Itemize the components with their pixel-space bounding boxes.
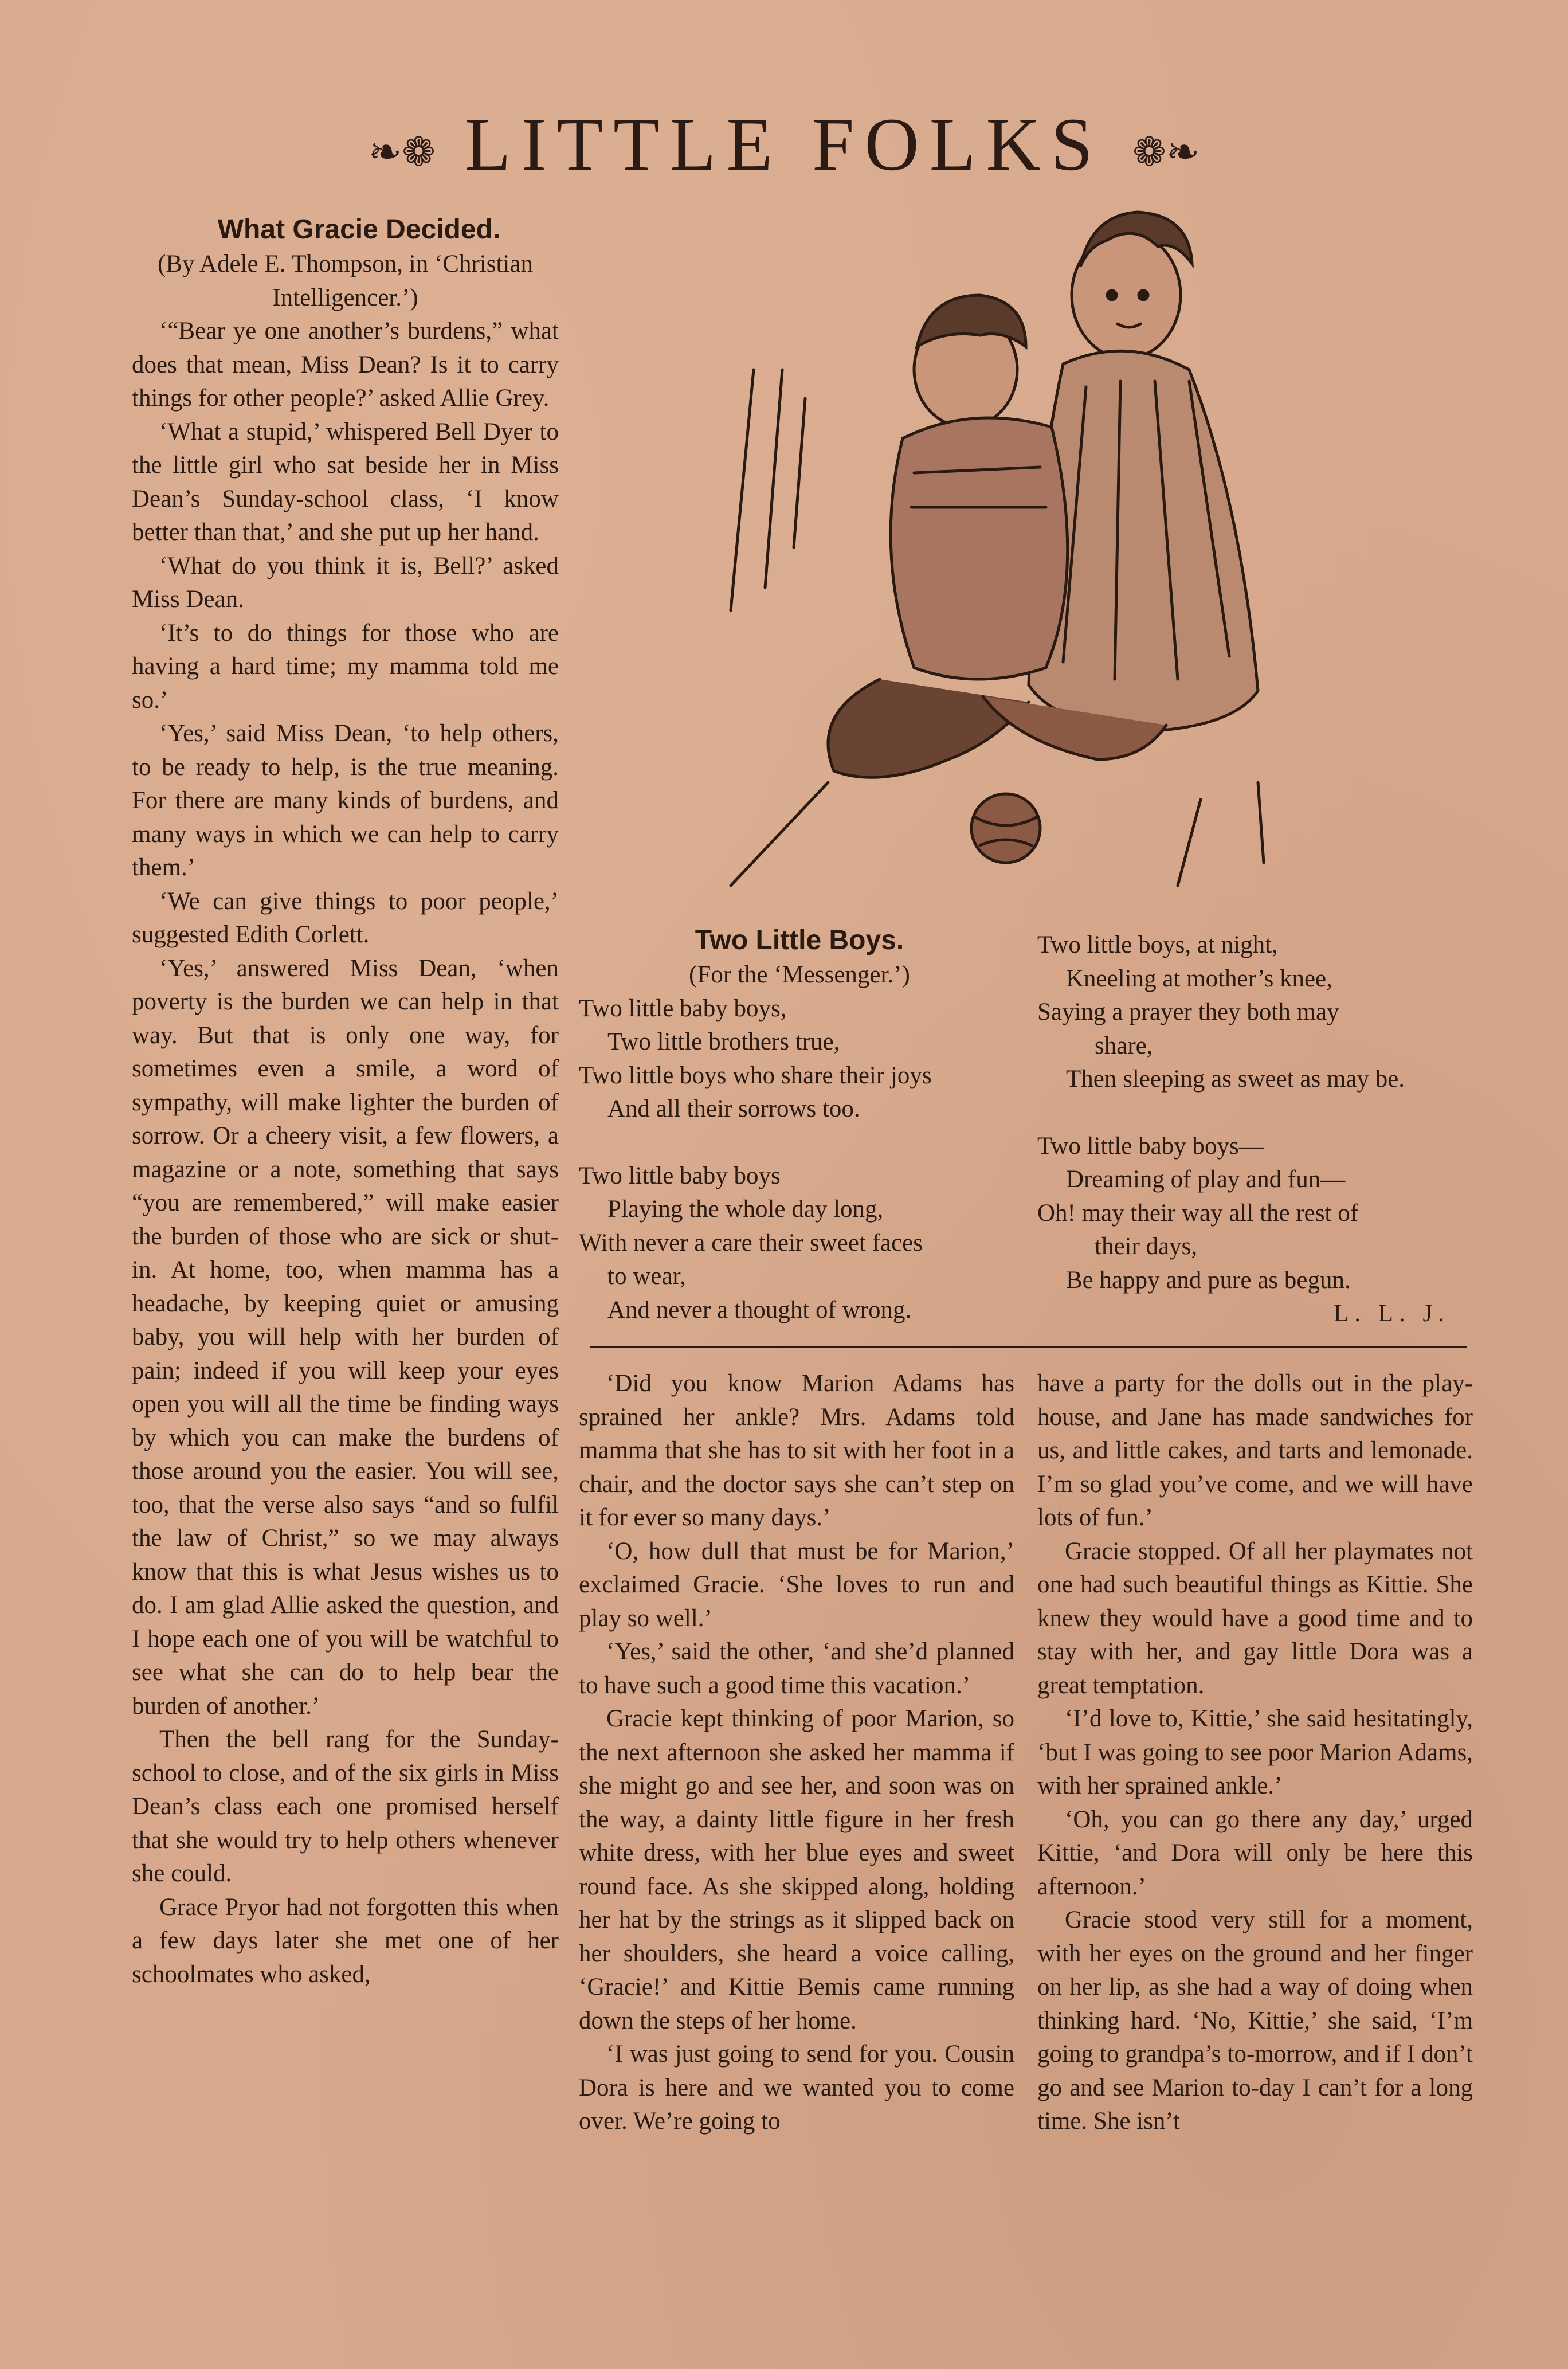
paragraph: ‘Oh, you can go there any day,’ urged Kittie, ‘and Dora will only be here this afternoon.’ xyxy=(1037,1806,1473,1900)
poem-line: share, xyxy=(1095,1032,1153,1059)
story-column-2 xyxy=(579,1367,1014,2139)
paragraph: ‘I’d love to, Kittie,’ she said hesitatingly, ‘but I was going to see poor Marion Adams, with her sprained ankle.’ xyxy=(1037,1705,1473,1799)
poem-signature: L. L. J. xyxy=(1333,1300,1450,1327)
paragraph: ‘Yes,’ said the other, ‘and she’d planned to have such a good time this vacation.’ xyxy=(579,1638,1014,1699)
engraving-two-little-boys-icon xyxy=(685,198,1350,894)
poem-line: Oh! may their way all the rest of xyxy=(1037,1199,1359,1227)
poem-line: Two little boys who share their joys xyxy=(579,1062,932,1089)
paragraph: ‘Yes,’ said Miss Dean, ‘to help others, to be ready to help, is the true meaning. For there are many kinds of burdens, and many ways in which we can help to carry them.’ xyxy=(132,720,559,881)
section-divider xyxy=(590,1346,1467,1348)
story-title: What Gracie Decided. xyxy=(217,214,501,245)
paragraph: ‘Yes,’ answered Miss Dean, ‘when poverty is the burden we can help in that way. But that is only one way, for sometimes even a smile, a word of sympathy, will make lighter the burden of sorrow. Or a cheery visit, a few flowers, a magazine or a note, something that says “you are remembered,” will make easier the burden of those who are sick or shut-in. At home, too, when mamma has a headache, by keeping quiet or amusing baby, you will help with her burden of pain; indeed if you will keep your eyes open you will all the time be finding ways by which you can make the burdens of those around you the easier. You will see, too, that the verse also says “and so fulfil the law of Christ,” so we may always know that this is what Jesus wishes us to do. I am glad Allie asked the question, and I hope each one of you will be watchful to see what she can do to help bear the burden of another.’ xyxy=(132,954,559,1720)
poem-line: And never a thought of wrong. xyxy=(607,1296,912,1323)
paragraph: ‘What do you think it is, Bell?’ asked Miss Dean. xyxy=(132,552,559,613)
poem-line: Saying a prayer they both may xyxy=(1037,998,1339,1025)
paragraph: Then the bell rang for the Sunday-school to close, and of the six girls in Miss Dean’s class each one promised herself that she would try to help others whenever she could. xyxy=(132,1726,559,1887)
poem-stanza-3 xyxy=(1037,929,1473,1097)
poem-column-right xyxy=(1037,929,1473,1331)
paragraph: Gracie stopped. Of all her playmates not one had such beautiful things as Kittie. She knew they would have a good time and to stay with her, and gay little Dora was a great temptation. xyxy=(1037,1537,1473,1699)
poem-stanza-4 xyxy=(1037,1130,1473,1298)
poem-line: Be happy and pure as begun. xyxy=(1066,1266,1351,1294)
story-column-1 xyxy=(132,212,559,1991)
paragraph: Grace Pryor had not forgotten this when a few days later she met one of her schoolmates who asked, xyxy=(132,1893,559,1988)
poem-line: With never a care their sweet faces xyxy=(579,1229,923,1256)
left-ornament-icon: ❧❁ xyxy=(368,131,436,175)
poem-line: Two little boys, at night, xyxy=(1037,931,1278,958)
poem-byline: (For the ‘Messenger.’) xyxy=(689,961,910,988)
poem-stanza-1 xyxy=(579,992,1020,1126)
paragraph: ‘It’s to do things for those who are having a hard time; my mamma told me so.’ xyxy=(132,619,559,714)
poem-line: Kneeling at mother’s knee, xyxy=(1066,965,1332,992)
paragraph: Gracie stood very still for a moment, with her eyes on the ground and her finger on her lip, as she had a way of doing when thinking hard. ‘No, Kittie,’ she said, ‘I’m going to grandpa’s to-morrow, and if I don’t go and see Marion to-day I can’t for a long time. She isn’t xyxy=(1037,1906,1473,2135)
masthead-title: LITTLE FOLKS xyxy=(464,102,1104,186)
paragraph: have a party for the dolls out in the play-house, and Jane has made sandwiches for us, and little cakes, and tarts and lemonade. I’m so glad you’ve come, and we will have lots of fun.’ xyxy=(1037,1370,1473,1531)
paragraph: ‘We can give things to poor people,’ suggested Edith Corlett. xyxy=(132,887,559,948)
paragraph: ‘What a stupid,’ whispered Bell Dyer to the little girl who sat beside her in Miss Dean’s Sunday-school class, ‘I know better than that,’ and she put up her hand. xyxy=(132,418,559,546)
poem-line: Dreaming of play and fun— xyxy=(1066,1166,1346,1193)
poem-line: Two little baby boys xyxy=(579,1162,781,1189)
poem-line: Then sleeping as sweet as may be. xyxy=(1066,1066,1405,1093)
paragraph: ‘O, how dull that must be for Marion,’ exclaimed Gracie. ‘She loves to run and play so well.’ xyxy=(579,1537,1014,1632)
poem-column-left xyxy=(579,923,1020,1360)
poem-stanza-2 xyxy=(579,1160,1020,1328)
poem-line: Two little baby boys, xyxy=(579,994,787,1022)
paragraph: ‘I was just going to send for you. Cousin Dora is here and we wanted you to come over. We’re going to xyxy=(579,2041,1014,2135)
poem-line: And all their sorrows too. xyxy=(607,1095,860,1122)
poem-line: Two little baby boys— xyxy=(1037,1132,1264,1160)
poem-line: Playing the whole day long, xyxy=(607,1196,884,1223)
page-masthead xyxy=(0,100,1568,188)
paragraph: Gracie kept thinking of poor Marion, so the next afternoon she asked her mamma if she might go and see her, and soon was on the way, a dainty little figure in her fresh white dress, with her blue eyes and sweet round face. As she skipped along, holding her hat by the strings as it slipped back on her shoulders, she heard a voice calling, ‘Gracie!’ and Kittie Bemis came running down the steps of her home. xyxy=(579,1705,1014,2034)
poem-line: Two little brothers true, xyxy=(607,1028,840,1055)
story-column-3 xyxy=(1037,1367,1473,2139)
paragraph: ‘“Bear ye one another’s burdens,” what does that mean, Miss Dean? Is it to carry things for other people?’ asked Allie Grey. xyxy=(132,318,559,412)
right-ornament-icon: ❁❧ xyxy=(1132,131,1200,175)
paragraph: ‘Did you know Marion Adams has sprained her ankle? Mrs. Adams told mamma that she has to sit with her foot in a chair, and the doctor says she can’t step on it for ever so many days.’ xyxy=(579,1370,1014,1531)
poem-title: Two Little Boys. xyxy=(695,925,904,956)
story-byline: (By Adele E. Thompson, in ‘Christian Intelligencer.’) xyxy=(158,250,533,311)
poem-line: to wear, xyxy=(607,1263,686,1290)
poem-line: their days, xyxy=(1095,1233,1198,1260)
